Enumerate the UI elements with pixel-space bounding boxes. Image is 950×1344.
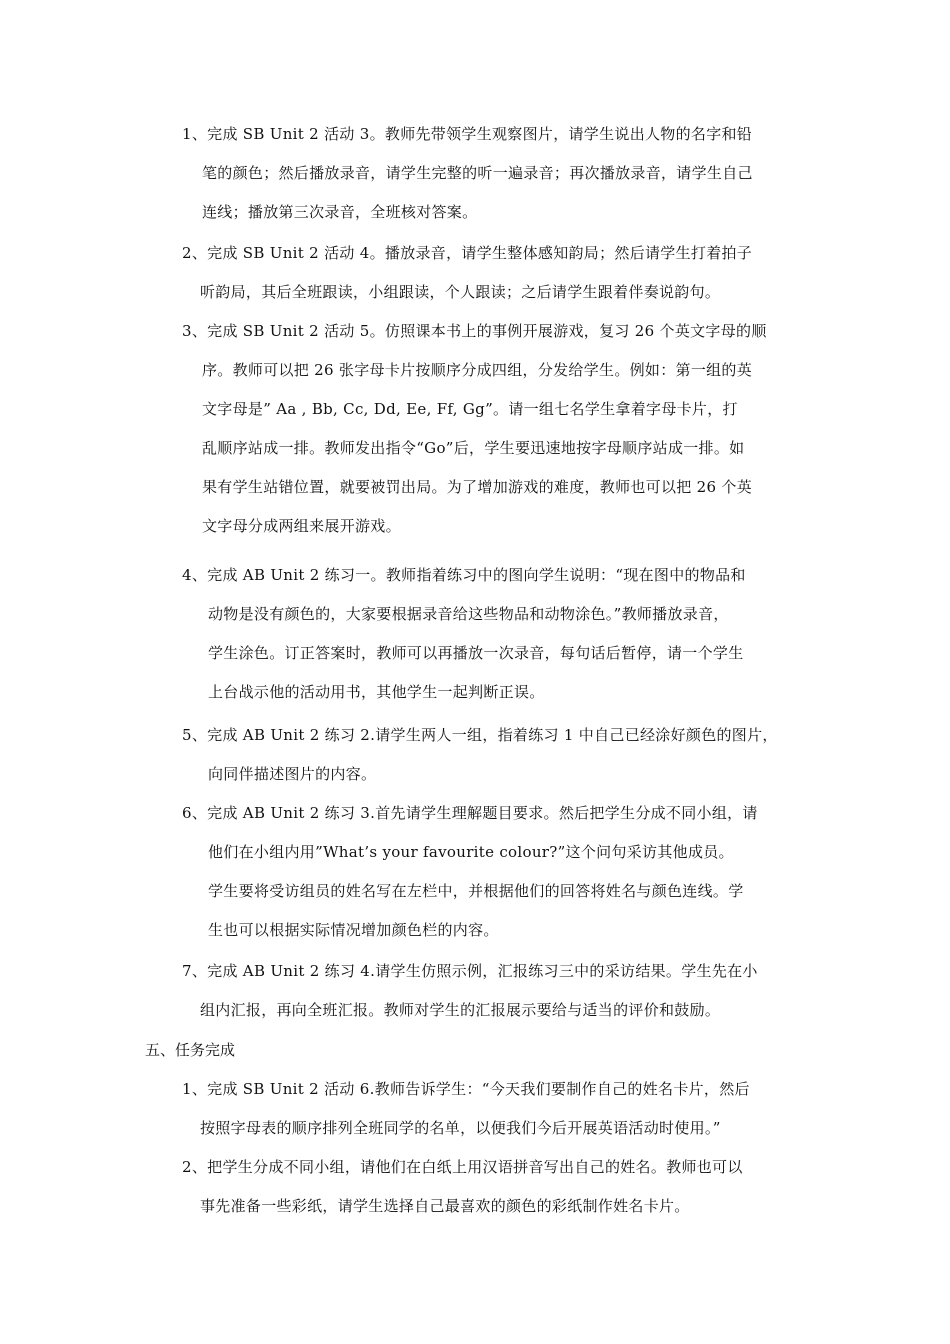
item-line: 向同伴描述图片的内容。 [208,765,377,783]
list-item [182,556,822,712]
item-line: 7、完成 AB Unit 2 练习 4.请学生仿照示例，汇报练习三中的采访结果。学生先在小 [182,962,758,980]
section-heading: 五、任务完成 [145,1041,236,1059]
list-item [182,1070,822,1148]
item-line: 上台战示他的活动用书，其他学生一起判断正误。 [208,683,545,701]
list-item [182,952,822,1030]
item-line: 按照字母表的顺序排列全班同学的名单，以便我们今后开展英语活动时使用。” [200,1119,721,1137]
item-line: 1、完成 SB Unit 2 活动 3。教师先带领学生观察图片，请学生说出人物的名字和铅 [182,125,753,143]
item-line: 文字母分成两组来展开游戏。 [202,517,401,535]
item-line: 序。教师可以把 26 张字母卡片按顺序分成四组，分发给学生。例如：第一组的英 [202,361,753,379]
item-line: 2、完成 SB Unit 2 活动 4。播放录音，请学生整体感知韵局；然后请学生打着拍子 [182,244,753,262]
item-line: 6、完成 AB Unit 2 练习 3.首先请学生理解题目要求。然后把学生分成不同小组，请 [182,804,758,822]
list-item [182,234,822,312]
item-line: 学生要将受访组员的姓名写在左栏中，并根据他们的回答将姓名与颜色连线。学 [208,882,744,900]
item-line: 1、完成 SB Unit 2 活动 6.教师告诉学生：“今天我们要制作自己的姓名卡片，然后 [182,1080,750,1098]
item-line: 2、把学生分成不同小组，请他们在白纸上用汉语拼音写出自己的姓名。教师也可以 [182,1158,743,1176]
list-item [182,312,822,546]
item-line: 组内汇报，再向全班汇报。教师对学生的汇报展示要给与适当的评价和鼓励。 [200,1001,721,1019]
list-item [182,716,822,794]
item-line: 生也可以根据实际情况增加颜色栏的内容。 [208,921,499,939]
item-line: 乱顺序站成一排。教师发出指令“Go”后，学生要迅速地按字母顺序站成一排。如 [202,439,745,457]
item-line: 连线；播放第三次录音，全班核对答案。 [202,203,478,221]
list-item [182,794,822,950]
list-item [182,115,822,232]
item-line: 文字母是” Aa , Bb, Cc, Dd, Ee, Ff, Gg”。请一组七名学生拿着字母卡片，打 [202,400,738,418]
item-line: 动物是没有颜色的，大家要根据录音给这些物品和动物涂色。”教师播放录音， [208,605,729,623]
item-line: 3、完成 SB Unit 2 活动 5。仿照课本书上的事例开展游戏，复习 26 个英文字母的顺 [182,322,767,340]
item-line: 4、完成 AB Unit 2 练习一。教师指着练习中的图向学生说明：“现在图中的物品和 [182,566,746,584]
item-line: 事先准备一些彩纸，请学生选择自己最喜欢的颜色的彩纸制作姓名卡片。 [200,1197,690,1215]
item-line: 学生涂色。订正答案时，教师可以再播放一次录音，每句话后暂停，请一个学生 [208,644,744,662]
item-line: 果有学生站错位置，就要被罚出局。为了增加游戏的难度，教师也可以把 26 个英 [202,478,753,496]
list-item [182,1148,822,1226]
item-line: 听韵局，其后全班跟读，小组跟读，个人跟读；之后请学生跟着伴奏说韵句。 [200,283,721,301]
item-line: 5、完成 AB Unit 2 练习 2.请学生两人一组，指着练习 1 中自己已经涂好颜色的图片， [182,726,778,744]
item-line: 他们在小组内用”What’s your favourite colour?”这个问句采访其他成员。 [208,843,734,861]
item-line: 笔的颜色；然后播放录音，请学生完整的听一遍录音；再次播放录音，请学生自己 [202,164,753,182]
